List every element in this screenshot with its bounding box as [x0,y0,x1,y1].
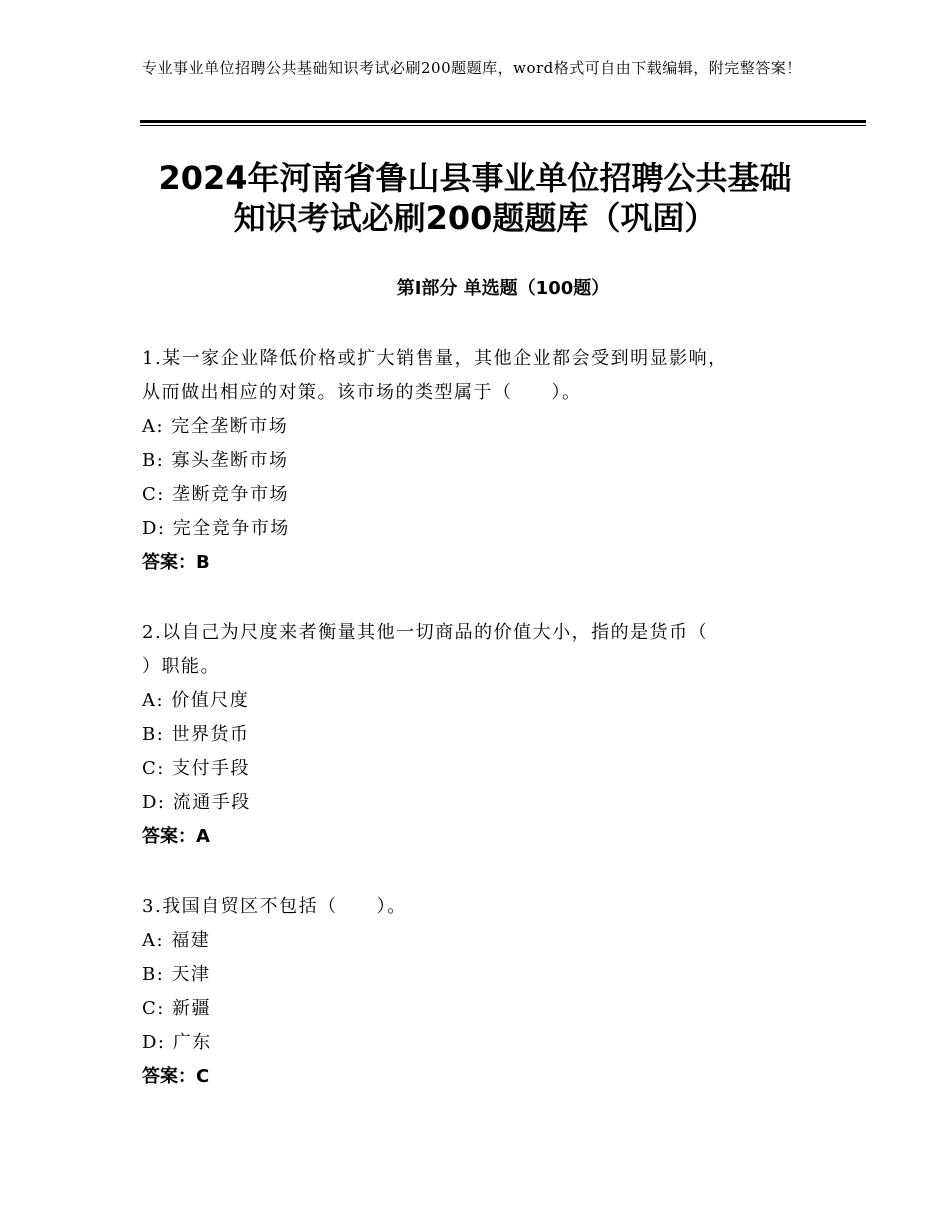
question-1-answer: 答案：B [142,552,210,573]
question-1-stem-line-1: 1.某一家企业降低价格或扩大销售量，其他企业都会受到明显影响， [142,348,728,369]
question-1-option-c: C: 垄断竞争市场 [142,484,290,505]
question-3-option-d: D: 广东 [142,1032,212,1053]
question-3-stem-line-1: 3.我国自贸区不包括（ ）。 [142,896,407,917]
question-2-answer: 答案：A [142,826,210,847]
question-spacer [142,580,792,616]
header-divider-thin [140,125,866,126]
question-1-option-d: D: 完全竞争市场 [142,518,290,539]
question-2-stem-line-2: ）职能。 [142,656,220,677]
document-title-line-1: 2024年河南省鲁山县事业单位招聘公共基础 [158,159,792,197]
question-2-option-c: C: 支付手段 [142,758,251,779]
question-list [142,342,792,1094]
question-1-option-b: B: 寡头垄断市场 [142,450,289,471]
section-title: 第Ⅰ部分 单选题（100题） [396,278,610,299]
question-1 [142,342,792,580]
question-3 [142,890,792,1094]
question-3-option-b: B: 天津 [142,964,211,985]
question-3-answer: 答案：C [142,1066,210,1087]
question-3-option-a: A: 福建 [142,930,211,951]
header-note: 专业事业单位招聘公共基础知识考试必刷200题题库，word格式可自由下载编辑，附完整答案！ [142,59,802,77]
question-2-stem-line-1: 2.以自己为尺度来者衡量其他一切商品的价值大小，指的是货币（ [142,622,709,643]
question-3-option-c: C: 新疆 [142,998,212,1019]
header-divider-thick [140,120,866,123]
question-1-option-a: A: 完全垄断市场 [142,416,289,437]
question-2-option-a: A: 价值尺度 [142,690,250,711]
question-2-option-d: D: 流通手段 [142,792,251,813]
question-2 [142,616,792,854]
question-spacer [142,854,792,890]
document-title-line-2: 知识考试必刷200题题库（巩固） [233,199,717,237]
header-divider [140,120,866,126]
document-title [120,158,830,238]
question-2-option-b: B: 世界货币 [142,724,250,745]
question-1-stem-line-2: 从而做出相应的对策。该市场的类型属于（ ）。 [142,382,582,403]
